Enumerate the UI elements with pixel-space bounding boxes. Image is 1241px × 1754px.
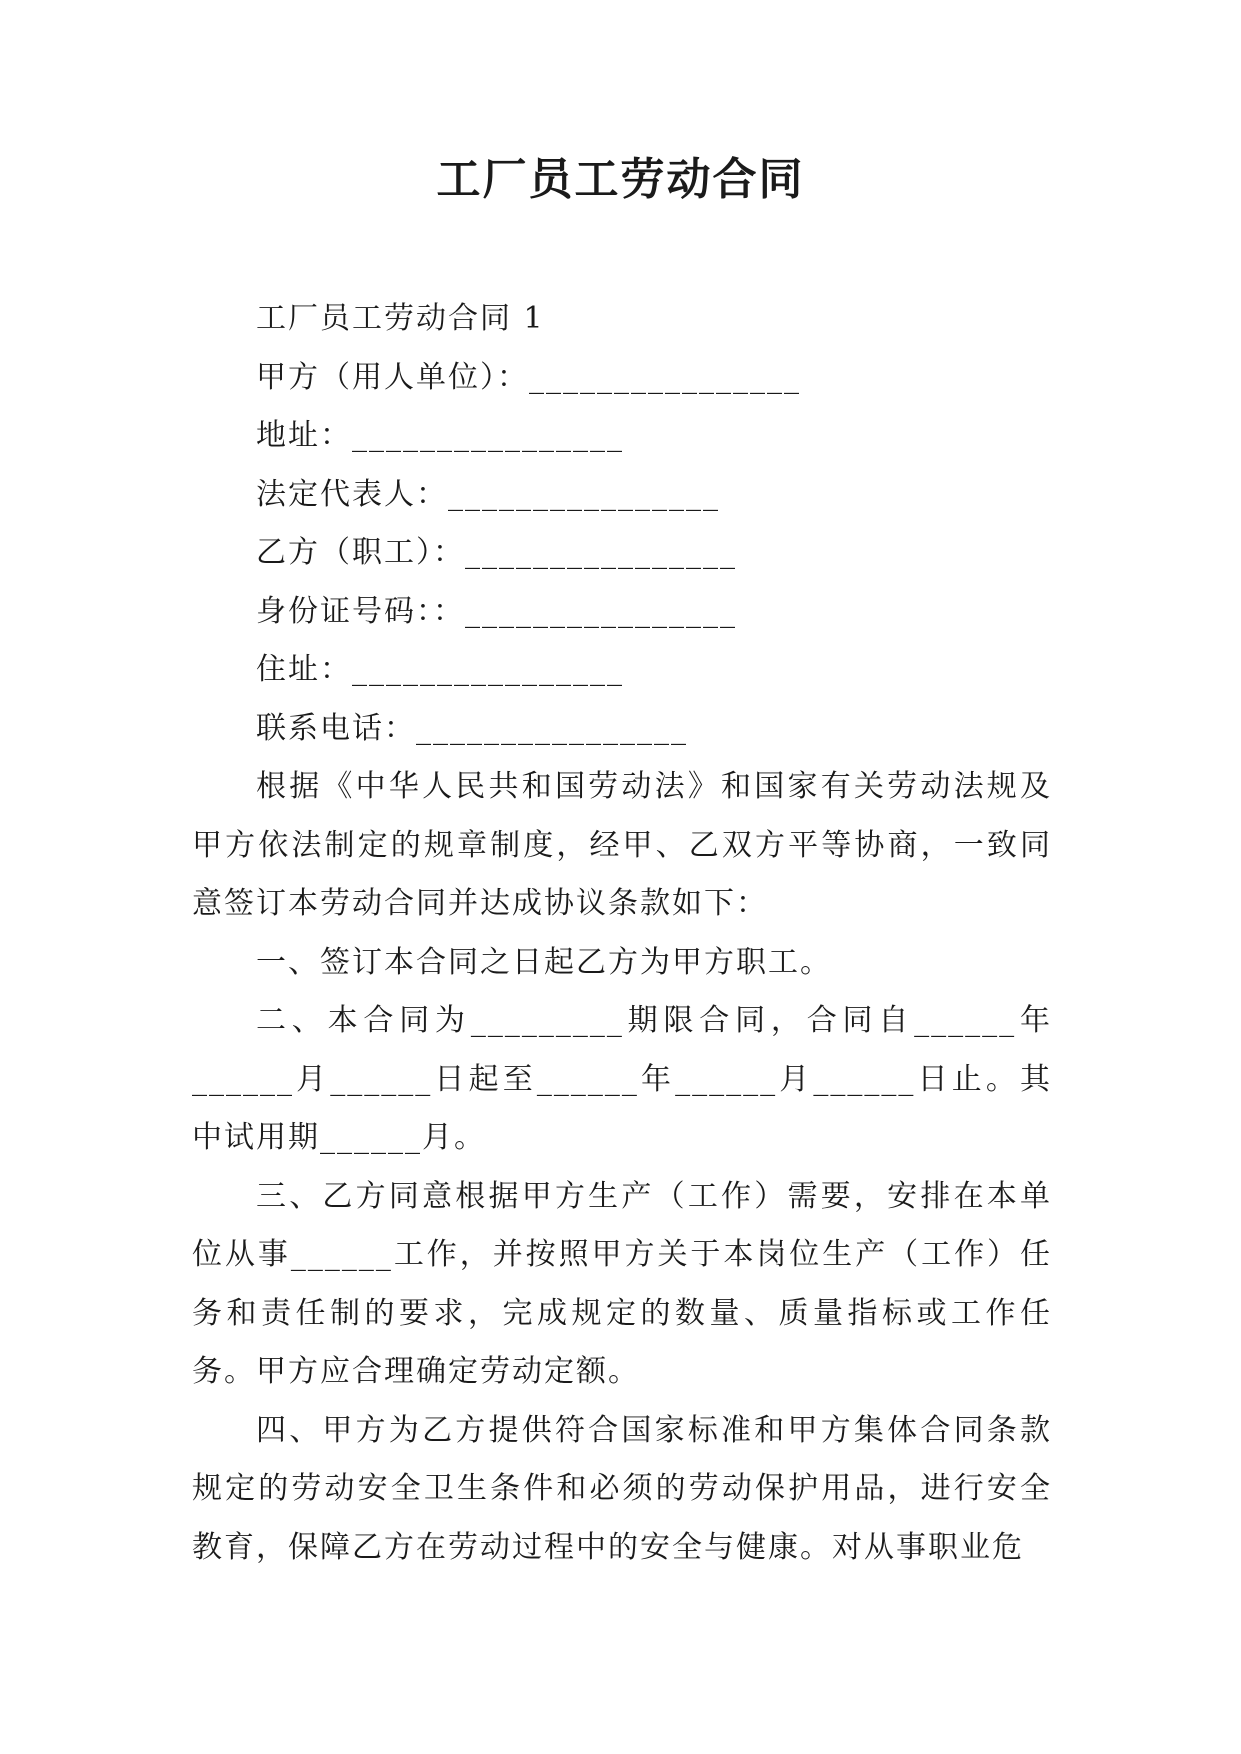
document-body: [192, 290, 1052, 1577]
field-party-a: 甲方（用人单位）：________________: [256, 359, 801, 395]
field-phone: 联系电话：________________: [256, 710, 688, 746]
field-id-number: 身份证号码：：________________: [256, 593, 737, 629]
field-address: 地址：________________: [256, 418, 624, 453]
field-legal-representative: 法定代表人：________________: [256, 476, 720, 512]
clause-3: 三、乙方同意根据甲方生产（工作）需要，安排在本单位从事______工作，并按照甲方关于本岗位生产（工作）任务和责任制的要求，完成规定的数量、质量指标或工作任务。甲方应合理确定劳动定额。: [192, 1178, 1052, 1389]
document-title: 工厂员工劳动合同: [436, 154, 805, 205]
intro-paragraph: 根据《中华人民共和国劳动法》和国家有关劳动法规及甲方依法制定的规章制度，经甲、乙双方平等协商，一致同意签订本劳动合同并达成协议条款如下：: [192, 769, 1052, 921]
document-subtitle: 工厂员工劳动合同 1: [256, 301, 545, 336]
clause-1: 一、签订本合同之日起乙方为甲方职工。: [256, 944, 832, 980]
clause-2: 二、本合同为_________期限合同，合同自______年______月______日起至______年______月______日止。其中试用期______月。: [192, 1003, 1052, 1155]
clause-4: 四、甲方为乙方提供符合国家标准和甲方集体合同条款规定的劳动安全卫生条件和必须的劳动保护用品，进行安全教育，保障乙方在劳动过程中的安全与健康。对从事职业危: [192, 1412, 1052, 1565]
field-party-b: 乙方（职工）：________________: [256, 535, 737, 570]
field-residence: 住址：________________: [256, 652, 624, 687]
